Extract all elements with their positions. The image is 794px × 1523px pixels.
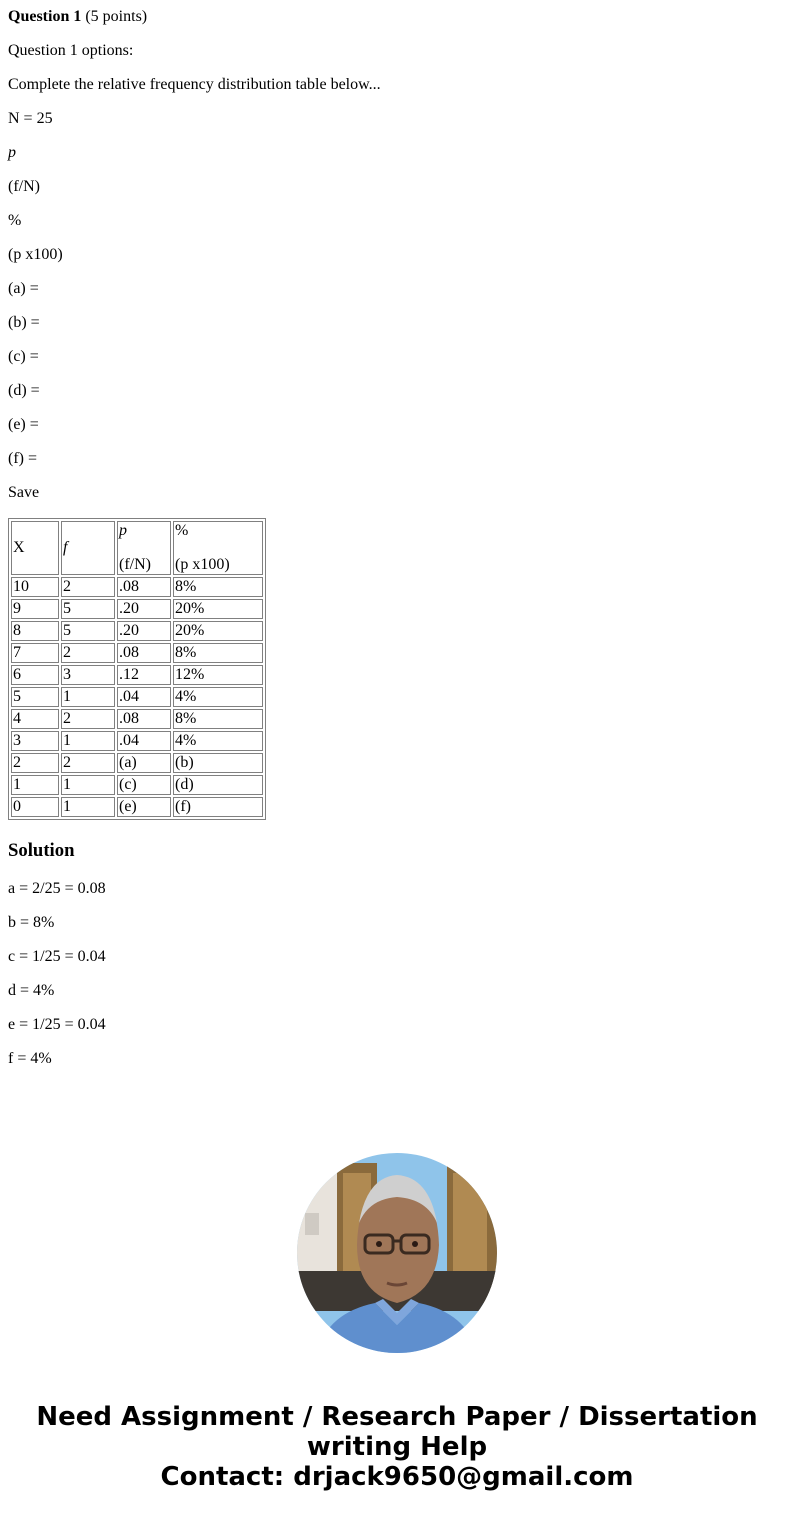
cell-pct: 4% xyxy=(173,731,263,751)
cell-f: 2 xyxy=(61,643,115,663)
cell-x: 7 xyxy=(11,643,59,663)
cell-p: (e) xyxy=(117,797,171,817)
solution-block xyxy=(8,880,786,1068)
table-row xyxy=(11,599,263,619)
cell-p: .08 xyxy=(117,709,171,729)
header-x: X xyxy=(11,521,59,575)
pct-formula: (p x100) xyxy=(8,246,63,263)
solution-line: d = 4% xyxy=(8,982,55,999)
answer-a: (a) = xyxy=(8,280,39,297)
cell-x: 6 xyxy=(11,665,59,685)
cell-p: .04 xyxy=(117,731,171,751)
cell-x: 3 xyxy=(11,731,59,751)
header-f: f xyxy=(61,521,115,575)
header-pct: % (p x100) xyxy=(173,521,263,575)
table-row xyxy=(11,577,263,597)
cell-p: (c) xyxy=(117,775,171,795)
cell-pct: 20% xyxy=(173,599,263,619)
cell-f: 2 xyxy=(61,709,115,729)
header-p: p (f/N) xyxy=(117,521,171,575)
cell-pct: (b) xyxy=(173,753,263,773)
footer-line-1: Need Assignment / Research Paper / Dissertation xyxy=(36,1402,758,1432)
question-options-label: Question 1 options: xyxy=(8,42,134,59)
answer-f: (f) = xyxy=(8,450,38,467)
cell-f: 1 xyxy=(61,731,115,751)
question-header xyxy=(8,8,786,26)
cell-pct: 8% xyxy=(173,709,263,729)
solution-line: f = 4% xyxy=(8,1050,52,1067)
author-avatar xyxy=(297,1153,497,1353)
pct-label: % xyxy=(8,212,22,229)
table-row xyxy=(11,753,263,773)
cell-p: .20 xyxy=(117,599,171,619)
cell-p: (a) xyxy=(117,753,171,773)
cell-p: .04 xyxy=(117,687,171,707)
cell-x: 10 xyxy=(11,577,59,597)
table-row xyxy=(11,687,263,707)
cell-p: .20 xyxy=(117,621,171,641)
cell-x: 9 xyxy=(11,599,59,619)
answer-c: (c) = xyxy=(8,348,39,365)
cell-pct: 4% xyxy=(173,687,263,707)
cell-pct: (f) xyxy=(173,797,263,817)
table-row xyxy=(11,621,263,641)
cell-pct: (d) xyxy=(173,775,263,795)
solution-line: c = 1/25 = 0.04 xyxy=(8,948,106,965)
cell-f: 2 xyxy=(61,753,115,773)
cell-x: 1 xyxy=(11,775,59,795)
cell-f: 3 xyxy=(61,665,115,685)
table-row xyxy=(11,643,263,663)
question-title: Question 1 xyxy=(8,8,82,25)
table-header-row xyxy=(11,521,263,575)
solution-line: a = 2/25 = 0.08 xyxy=(8,880,106,897)
footer-email: Contact: drjack9650@gmail.com xyxy=(160,1462,634,1492)
solution-heading: Solution xyxy=(8,840,75,861)
table-row xyxy=(11,797,263,817)
table-row xyxy=(11,665,263,685)
cell-pct: 20% xyxy=(173,621,263,641)
contact-footer xyxy=(0,1402,794,1492)
answer-b: (b) = xyxy=(8,314,40,331)
cell-p: .08 xyxy=(117,577,171,597)
answer-d: (d) = xyxy=(8,382,40,399)
footer-line-2: writing Help xyxy=(306,1432,488,1462)
cell-p: .12 xyxy=(117,665,171,685)
cell-f: 1 xyxy=(61,687,115,707)
cell-x: 4 xyxy=(11,709,59,729)
solution-line: b = 8% xyxy=(8,914,55,931)
cell-p: .08 xyxy=(117,643,171,663)
cell-f: 5 xyxy=(61,599,115,619)
cell-pct: 12% xyxy=(173,665,263,685)
save-button[interactable]: Save xyxy=(8,484,40,501)
cell-f: 5 xyxy=(61,621,115,641)
cell-x: 0 xyxy=(11,797,59,817)
table-row xyxy=(11,731,263,751)
p-formula: (f/N) xyxy=(8,178,40,195)
p-label: p xyxy=(8,144,16,161)
frequency-table xyxy=(8,518,266,820)
cell-pct: 8% xyxy=(173,577,263,597)
table-row xyxy=(11,709,263,729)
cell-f: 2 xyxy=(61,577,115,597)
question-points: (5 points) xyxy=(85,8,148,25)
solution-line: e = 1/25 = 0.04 xyxy=(8,1016,106,1033)
cell-x: 8 xyxy=(11,621,59,641)
author-photo xyxy=(297,1153,497,1353)
cell-f: 1 xyxy=(61,775,115,795)
table-row xyxy=(11,775,263,795)
question-prompt: Complete the relative frequency distribution table below... xyxy=(8,76,381,93)
cell-x: 5 xyxy=(11,687,59,707)
cell-x: 2 xyxy=(11,753,59,773)
cell-pct: 8% xyxy=(173,643,263,663)
n-line: N = 25 xyxy=(8,110,53,127)
answer-e: (e) = xyxy=(8,416,39,433)
cell-f: 1 xyxy=(61,797,115,817)
